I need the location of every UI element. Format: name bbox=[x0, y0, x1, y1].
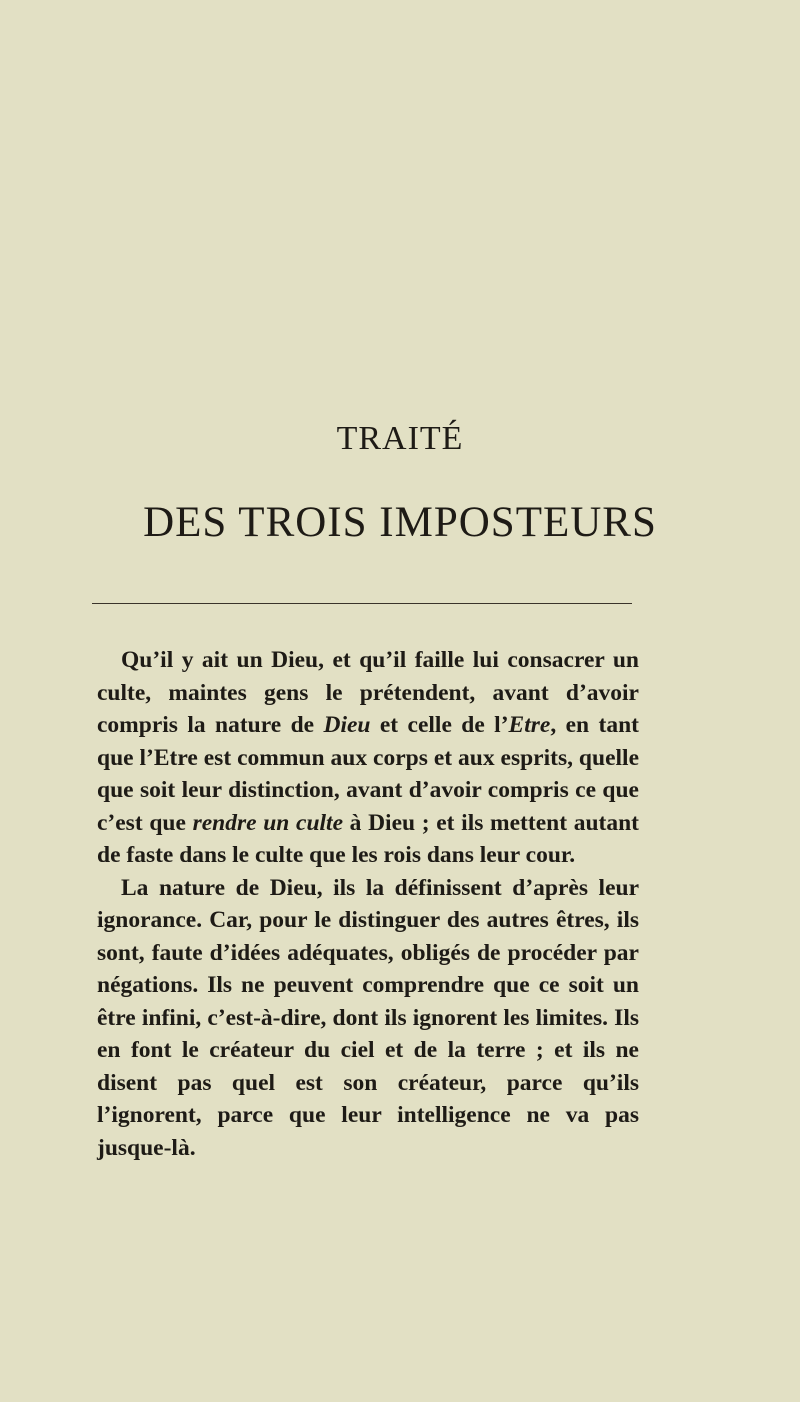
paragraph-2: La nature de Dieu, ils la définissent d’après leur ignorance. Car, pour le distinguer des autres êtres, ils sont, faute d’idées adéquates, obligés de procéder par négations. Ils ne peuvent comprendre que ce soit un être infini, c’est-à-dire, dont ils ignorent les limites. Ils en font le créateur du ciel et de la terre ; et ils ne disent pas quel est son créateur, parce qu’ils l’ignorent, parce que leur intelligence ne va pas jusque-là. bbox=[97, 874, 639, 1161]
body-text bbox=[97, 644, 639, 1164]
p1-text-4: à Dieu ; et ils mettent autant de faste dans le culte que les rois dans leur cour. bbox=[97, 809, 639, 868]
title-divider bbox=[92, 603, 632, 604]
p1-text-1: Qu’il y ait un Dieu, et qu’il faille lui consacrer un culte, maintes gens le prétendent, avant d’avoir compris la nature de bbox=[97, 647, 639, 738]
p1-text-3: , en tant que l’Etre est commun aux corps et aux esprits, quelle que soit leur distinction, avant d’avoir compris ce que c’est que bbox=[97, 712, 639, 836]
paragraph-1 bbox=[97, 644, 639, 872]
title-line-2: DES TROIS IMPOSTEURS bbox=[143, 499, 657, 546]
p1-emphasis-dieu: Dieu bbox=[323, 712, 371, 738]
p1-text-2: et celle de l’ bbox=[370, 712, 509, 738]
title-line-1: TRAITÉ bbox=[336, 420, 464, 457]
p1-emphasis-culte: rendre un culte bbox=[192, 809, 343, 836]
p1-emphasis-etre: Etre bbox=[508, 712, 551, 738]
